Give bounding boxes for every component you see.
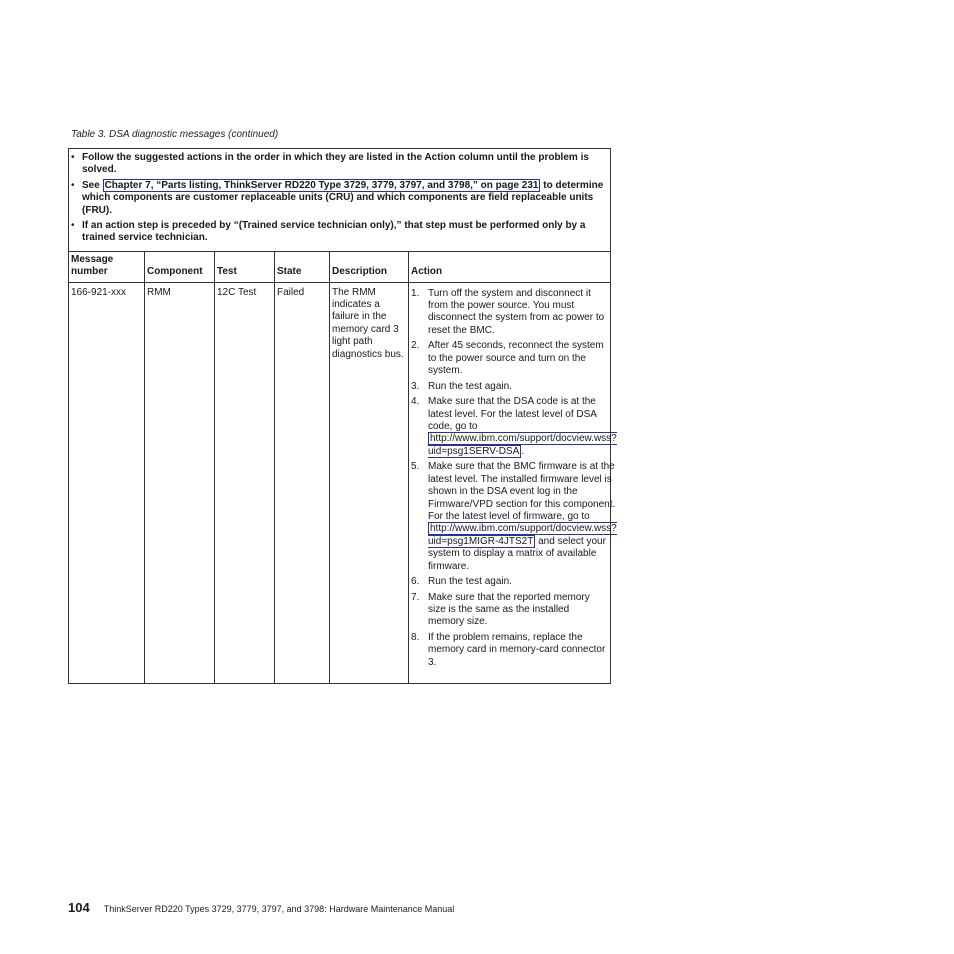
notes-cell <box>69 149 611 252</box>
header-row <box>69 251 611 282</box>
page-number: 104 <box>68 900 90 915</box>
cell-state: Failed <box>275 282 330 683</box>
header-message-number: Message number <box>69 251 145 282</box>
table-row <box>69 282 611 683</box>
action-step: 3. Run the test again. <box>411 380 512 392</box>
note-text: If an action step is preceded by “(Trained service technician only),” that step must be performed only by a trained service technician. <box>82 220 586 244</box>
action-step: 6. Run the test again. <box>411 576 512 588</box>
action-step: 5. Make sure that the BMC firmware is at the latest level. The installed firmware level is shown in the DSA event log in the Firmware/VPD section for this component. For the latest level of firmware, go to http://www.ibm.com/support/docview.wss?uid=psg1MIGR-4JTS2T and select your system to display a matrix of available firmware. <box>411 461 617 572</box>
cell-message-number: 166-921-xxx <box>69 282 145 683</box>
action-step: 2. After 45 seconds, reconnect the system to the power source and turn on the system. <box>411 340 604 377</box>
cell-component: RMM <box>145 282 215 683</box>
bmc-firmware-link[interactable]: http://www.ibm.com/support/docview.wss?uid=psg1MIGR-4JTS2T <box>428 523 617 547</box>
page-footer <box>68 900 454 915</box>
header-component: Component <box>145 251 215 282</box>
parts-listing-link[interactable]: Chapter 7, “Parts listing, ThinkServer RD220 Type 3729, 3779, 3797, and 3798,” on page 231 <box>104 179 539 191</box>
table-caption: Table 3. DSA diagnostic messages (continued) <box>71 129 279 140</box>
note-text: Follow the suggested actions in the order in which they are listed in the Action column until the problem is solved. <box>82 152 589 176</box>
diagnostic-messages-table <box>68 148 617 684</box>
bullet-icon: • <box>71 152 75 163</box>
bullet-icon: • <box>71 220 75 232</box>
note-text-prefix: See <box>82 179 103 191</box>
cell-test: 12C Test <box>215 282 275 683</box>
dsa-code-link[interactable]: http://www.ibm.com/support/docview.wss?uid=psg1SERV-DSA <box>428 433 617 457</box>
action-step: 1. Turn off the system and disconnect it from the power source. You must disconnect the system from ac power to reset the BMC. <box>411 287 605 336</box>
header-test: Test <box>215 251 275 282</box>
note-text <box>82 180 606 217</box>
header-description: Description <box>330 251 409 282</box>
note-item <box>71 220 606 245</box>
note-item <box>71 152 606 177</box>
note-text-suffix: to determine which components are customer replaceable units (CRU) and which components are field replaceable units (FRU). <box>82 179 604 216</box>
note-item <box>71 180 606 217</box>
header-action: Action <box>409 251 611 282</box>
cell-action <box>409 282 617 683</box>
cell-description: The RMM indicates a failure in the memory card 3 light path diagnostics bus. <box>330 282 409 683</box>
footer-title: ThinkServer RD220 Types 3729, 3779, 3797, and 3798: Hardware Maintenance Manual <box>103 904 455 914</box>
notes-row <box>69 149 611 252</box>
action-step: 8. If the problem remains, replace the memory card in memory-card connector 3. <box>411 631 606 668</box>
action-steps-list <box>411 287 617 669</box>
action-step: 7. Make sure that the reported memory size is the same as the installed memory size. <box>411 591 590 628</box>
header-state: State <box>275 251 330 282</box>
action-step: 4. Make sure that the DSA code is at the latest level. For the latest level of DSA code, go to http://www.ibm.com/support/docview.wss?uid=psg1SERV-DSA . <box>411 396 617 457</box>
bullet-icon: • <box>71 179 75 191</box>
